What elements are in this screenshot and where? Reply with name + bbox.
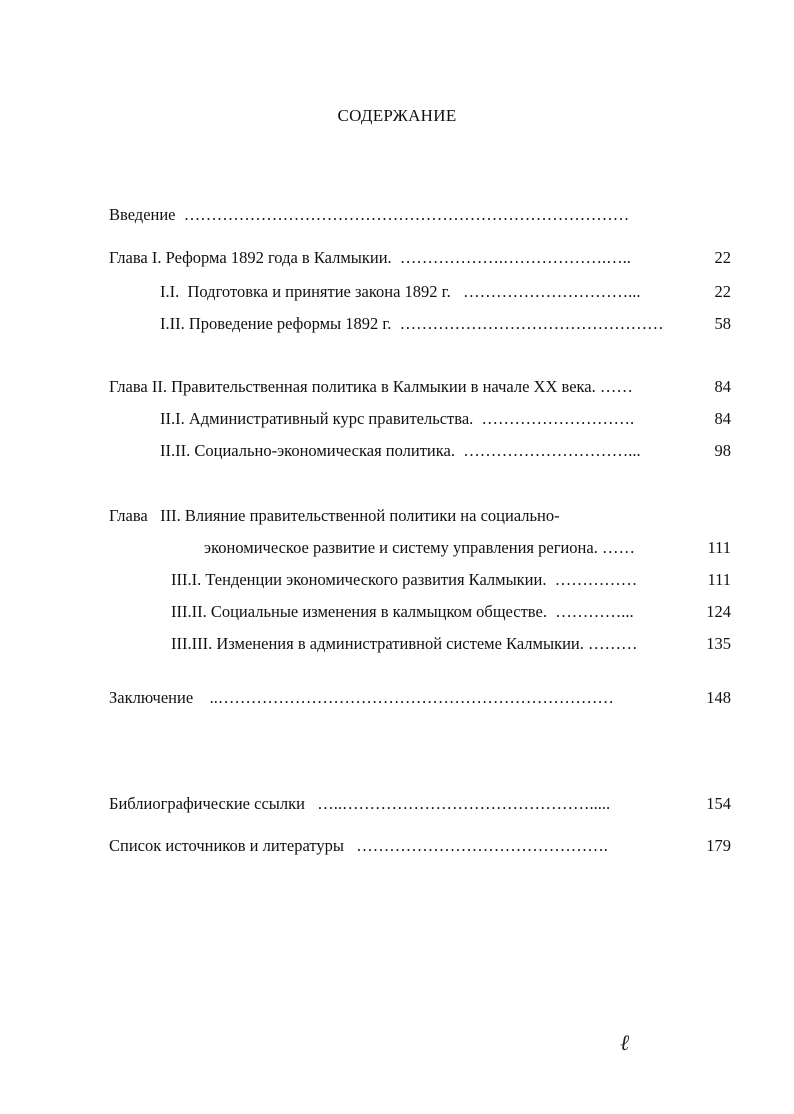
toc-entry-section-1-2[interactable]: I.II. Проведение реформы 1892 г. ………………………………………… (160, 314, 664, 333)
toc-page-number: 22 (714, 248, 731, 267)
toc-page-number: 22 (714, 282, 731, 301)
toc-entry-section-3-3[interactable]: III.III. Изменения в административной системе Калмыкии. ……… (171, 634, 638, 653)
toc-page-number: 98 (714, 441, 731, 460)
toc-entry-introduction[interactable]: Введение ……………………………………………………………………… (109, 205, 630, 224)
page-title: СОДЕРЖАНИЕ (337, 106, 457, 125)
toc-page-number: 154 (706, 794, 731, 813)
toc-page-number: 111 (707, 538, 731, 557)
toc-page-number: 111 (707, 570, 731, 589)
toc-entry-bibliographic-references[interactable]: Библиографические ссылки …..………………………………………..... (109, 794, 611, 813)
page-number-mark: ℓ (620, 1031, 630, 1056)
toc-entry-section-3-2[interactable]: III.II. Социальные изменения в калмыцком обществе. …………... (171, 602, 634, 621)
toc-page-number: 58 (714, 314, 731, 333)
toc-entry-section-2-2[interactable]: II.II. Социально-экономическая политика. …………………………... (160, 441, 641, 460)
toc-entry-section-3-1[interactable]: III.I. Тенденции экономического развития Калмыкии. …………… (171, 570, 638, 589)
toc-entry-chapter-3[interactable]: Глава III. Влияние правительственной политики на социально- (109, 506, 560, 525)
toc-page-number: 135 (706, 634, 731, 653)
toc-entry-section-2-1[interactable]: II.I. Административный курс правительства. ………………………. (160, 409, 635, 428)
toc-entry-section-1-1[interactable]: I.I. Подготовка и принятие закона 1892 г. …………………………... (160, 282, 641, 301)
toc-entry-chapter-1[interactable]: Глава I. Реформа 1892 года в Калмыкии. ……………….……………….….. (109, 248, 631, 267)
toc-entry-chapter-2[interactable]: Глава II. Правительственная политика в Калмыкии в начале XX века. …… (109, 377, 633, 396)
toc-page-number: 84 (714, 409, 731, 428)
toc-entry-sources-list[interactable]: Список источников и литературы ………………………………………. (109, 836, 608, 855)
toc-entry-conclusion[interactable]: Заключение ..……………………………………………………………… (109, 688, 614, 707)
toc-entry-chapter-3-continued[interactable]: экономическое развитие и систему управления региона. …… (204, 538, 635, 557)
toc-page-number: 148 (706, 688, 731, 707)
toc-page-number: 179 (706, 836, 731, 855)
toc-page-number: 124 (706, 602, 731, 621)
toc-page-number: 84 (714, 377, 731, 396)
